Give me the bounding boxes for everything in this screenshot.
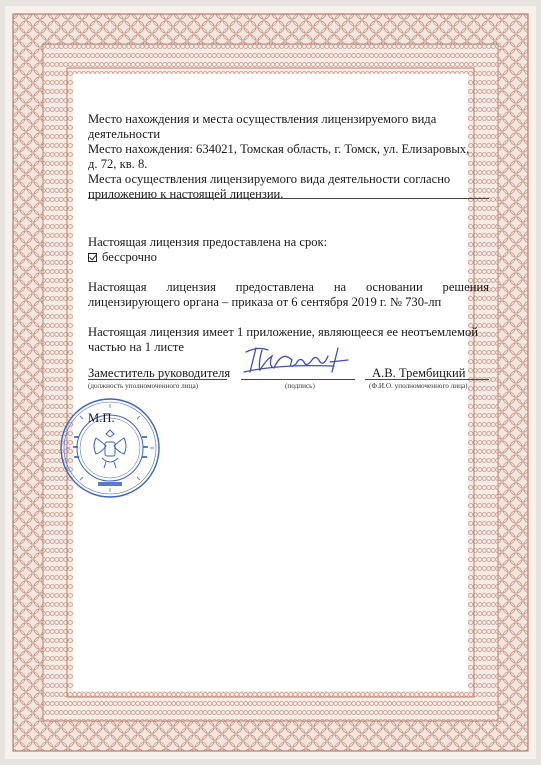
term-label: Настоящая лицензия предоставлена на срок: [88,235,328,249]
basis-word: лицензия [166,280,216,294]
appendix-line1: Настоящая лицензия имеет 1 приложение, являющееся ее неотъемлемой [88,325,478,339]
basis-word: предоставлена [235,280,315,294]
name-caption: (Ф.И.О. уполномоченного лица) [369,382,468,390]
places-line2: приложению к настоящей лицензии. [88,187,284,201]
license-page [5,6,536,759]
position-caption: (должность уполномоченного лица) [88,382,199,390]
checked-box-icon [88,253,97,262]
term-value: бессрочно [102,250,157,264]
signer-name: А.В. Трембицкий [372,366,466,380]
address-line1: Место нахождения: 634021, Томская область, г. Томск, ул. Елизаровых, [88,142,470,156]
name-underline [365,379,489,380]
basis-word: решения [442,280,489,294]
signer-position: Заместитель руководителя [88,366,231,380]
term-value-row [88,249,157,265]
appendix-line2: частью на 1 листе [88,340,184,354]
basis-line2: лицензирующего органа – приказа от 6 сентября 2019 г. № 730-лп [88,295,442,309]
basis-word: основании [365,280,423,294]
basis-word: Настоящая [88,280,147,294]
address-line2: д. 72, кв. 8. [88,157,148,171]
position-underline [88,379,227,380]
location-heading-line2: деятельности [88,127,161,141]
places-line1: Места осуществления лицензируемого вида деятельности согласно [88,172,451,186]
basis-line1 [88,279,489,295]
basis-word: на [333,280,347,294]
seal-label: М.П. [88,411,115,425]
signature-caption: (подпись) [285,382,315,390]
handwritten-signature [238,342,353,382]
location-heading-line1: Место нахождения и места осуществления лицензируемого вида [88,112,437,126]
location-underline [88,198,489,199]
